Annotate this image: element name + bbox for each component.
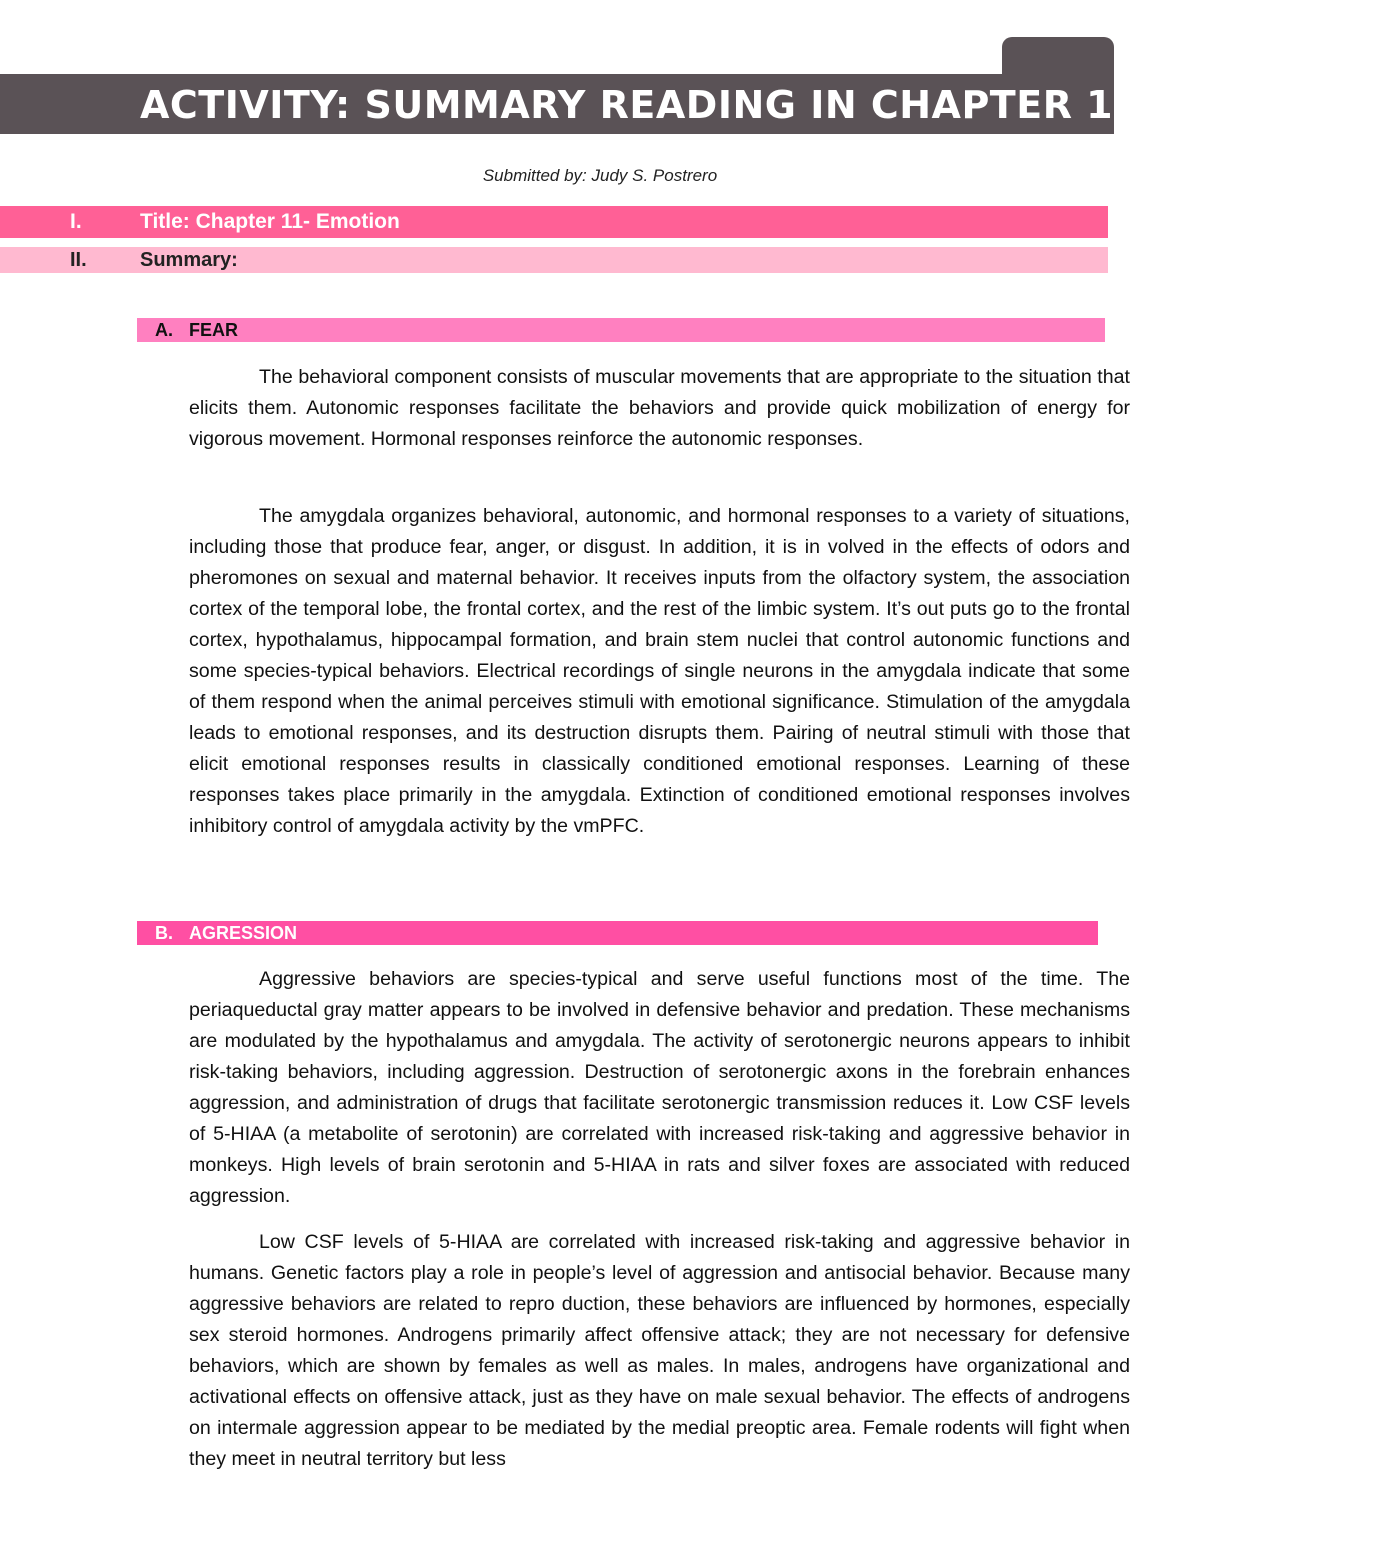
fear-paragraph-2: The amygdala organizes behavioral, autonomic, and hormonal responses to a variety of situations, including those that produce fear, anger, or disgust. In addition, it is in volved in the effects of odors and pheromones on sexual and maternal behavior. It receives inputs from the olfactory system, the association cortex of the temporal lobe, the frontal cortex, and the rest of the limbic system. It’s out puts go to the frontal cortex, hypothalamus, hippocampal formation, and brain stem nuclei that control autonomic functions and some species-typical behaviors. Electrical recordings of single neurons in the amygdala indicate that some of them respond when the animal perceives stimuli with emotional significance. Stimulation of the amygdala leads to emotional responses, and its destruction disrupts them. Pairing of neutral stimuli with those that elicit emotional responses results in classically conditioned emotional responses. Learning of these responses takes place primarily in the amygdala. Extinction of conditioned emotional responses involves inhibitory control of amygdala activity by the vmPFC.: [189, 505, 1130, 837]
title-bar: [0, 206, 1108, 238]
title-numeral: I.: [70, 210, 82, 233]
submitted-by: Submitted by: Judy S. Postrero: [482, 166, 718, 185]
section-heading-aggression: [137, 921, 1098, 945]
summary-bar: [0, 247, 1108, 273]
section-label: FEAR: [189, 319, 238, 340]
section-heading-fear: [137, 318, 1105, 342]
section-letter: B.: [155, 922, 173, 943]
section-letter: A.: [155, 319, 173, 340]
aggression-paragraph-2: Low CSF levels of 5-HIAA are correlated with increased risk-taking and aggressive behavior in humans. Genetic factors play a role in people’s level of aggression and antisocial behavior. Because many aggressive behaviors are related to repro duction, these behaviors are influenced by hormones, especially sex steroid hormones. Androgens primarily affect offensive attack; they are not necessary for defensive behaviors, which are shown by females as well as males. In males, androgens have organizational and activational effects on offensive attack, just as they have on male sexual behavior. The effects of androgens on intermale aggression appear to be mediated by the medial preoptic area. Female rodents will fight when they meet in neutral territory but less: [189, 1231, 1130, 1470]
title-label: Title: Chapter 11- Emotion: [140, 210, 400, 233]
summary-label: Summary:: [140, 248, 238, 271]
aggression-paragraph-1: Aggressive behaviors are species-typical and serve useful functions most of the time. The periaqueductal gray matter appears to be involved in defensive behavior and predation. These mechanisms are modulated by the hypothalamus and amygdala. The activity of serotonergic neurons appears to inhibit risk-taking behaviors, including aggression. Destruction of serotonergic axons in the forebrain enhances aggression, and administration of drugs that facilitate serotonergic transmission reduces it. Low CSF levels of 5-HIAA (a metabolite of serotonin) are correlated with increased risk-taking and aggressive behavior in monkeys. High levels of brain serotonin and 5-HIAA in rats and silver foxes are associated with reduced aggression.: [189, 968, 1130, 1207]
summary-numeral: II.: [70, 248, 87, 271]
fear-paragraph-1: The behavioral component consists of muscular movements that are appropriate to the situation that elicits them. Autonomic responses facilitate the behaviors and provide quick mobilization of energy for vigorous movement. Hormonal responses reinforce the autonomic responses.: [189, 366, 1130, 450]
page-title: ACTIVITY: SUMMARY READING IN CHAPTER 11: EMOTION: [140, 83, 1373, 127]
section-label: AGRESSION: [189, 922, 298, 943]
